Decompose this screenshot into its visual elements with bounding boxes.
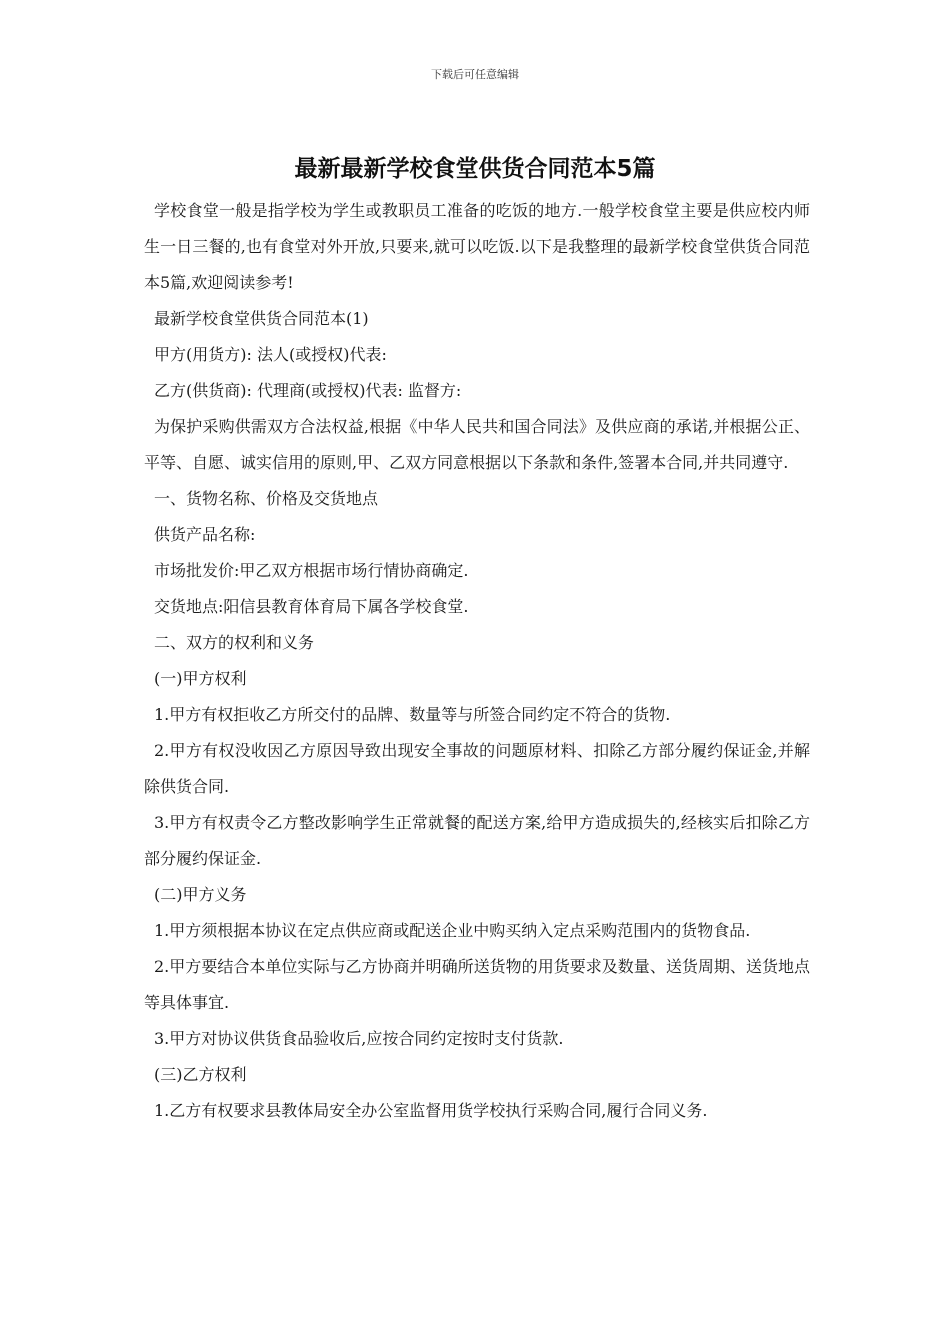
paragraph-wholesale-price: 市场批发价:甲乙双方根据市场行情协商确定.: [154, 561, 469, 580]
clause-a-rights-2: 2.甲方有权没收因乙方原因导致出现安全事故的问题原材料、扣除乙方部分履约保证金,并解除供货合同.: [144, 741, 810, 796]
paragraph-delivery-location: 交货地点:阳信县教育体育局下属各学校食堂.: [154, 597, 469, 616]
clause-a-obligations-1: 1.甲方须根据本协议在定点供应商或配送企业中购买纳入定点采购范围内的货物食品.: [154, 921, 751, 940]
header-note: 下载后可任意编辑: [431, 68, 519, 81]
document-title: 最新最新学校食堂供货合同范本5篇: [294, 156, 656, 182]
subsection-party-a-obligations: (二)甲方义务: [154, 885, 247, 904]
clause-a-rights-1: 1.甲方有权拒收乙方所交付的品牌、数量等与所签合同约定不符合的货物.: [154, 705, 671, 724]
subsection-party-a-rights: (一)甲方权利: [154, 669, 247, 688]
clause-a-rights-3: 3.甲方有权责令乙方整改影响学生正常就餐的配送方案,给甲方造成损失的,经核实后扣除乙方部分履约保证金.: [144, 813, 810, 868]
clause-b-rights-1: 1.乙方有权要求县教体局安全办公室监督用货学校执行采购合同,履行合同义务.: [154, 1101, 708, 1120]
paragraph-party-b: 乙方(供货商): 代理商(或授权)代表: 监督方:: [154, 381, 462, 400]
clause-a-obligations-2: 2.甲方要结合本单位实际与乙方协商并明确所送货物的用货要求及数量、送货周期、送货地点等具体事宜.: [144, 957, 810, 1012]
section-heading-2: 二、双方的权利和义务: [154, 633, 315, 652]
paragraph-party-a: 甲方(用货方): 法人(或授权)代表:: [154, 345, 387, 364]
section-heading-1: 一、货物名称、价格及交货地点: [154, 489, 379, 508]
paragraph-intro: 学校食堂一般是指学校为学生或教职员工准备的吃饭的地方.一般学校食堂主要是供应校内师生一日三餐的,也有食堂对外开放,只要来,就可以吃饭.以下是我整理的最新学校食堂供货合同范本5篇,欢迎阅读参考!: [144, 201, 810, 292]
document-body: [144, 193, 810, 1129]
paragraph-preamble: 为保护采购供需双方合法权益,根据《中华人民共和国合同法》及供应商的承诺,并根据公正、平等、自愿、诚实信用的原则,甲、乙双方同意根据以下条款和条件,签署本合同,并共同遵守.: [144, 417, 810, 472]
subsection-party-b-rights: (三)乙方权利: [154, 1065, 247, 1084]
clause-a-obligations-3: 3.甲方对协议供货食品验收后,应按合同约定按时支付货款.: [154, 1029, 564, 1048]
paragraph-product-name: 供货产品名称:: [154, 525, 256, 544]
paragraph-contract-title: 最新学校食堂供货合同范本(1): [154, 309, 369, 328]
